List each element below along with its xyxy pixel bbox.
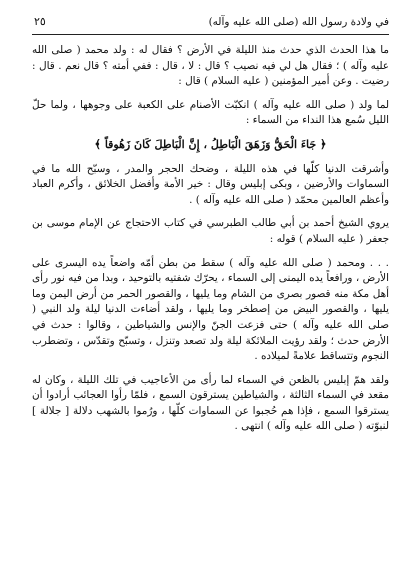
paragraph-2: لما ولد ( صلى الله عليه وآله ) انكبّت الأصنام على الكعبة على وجوهها ، ولما حلّ الليل سُمع هذا النداء من السماء : — [32, 98, 389, 127]
page-header — [32, 14, 389, 32]
paragraph-1: ما هذا الحدث الذي حدث منذ الليلة في الأرض ؟ فقال له : ولد محمد ( صلى الله عليه وآله ) ؛ فقال هل لي فيه نصيب ؟ قال : لا ، قال : ففي أمته ؟ قال نعم . قال : رضيت . وعن أمير المؤمنين ( عليه السلام ) قال : — [32, 44, 389, 88]
paragraph-3: وأشرقت الدنيا كلّها في هذه الليلة ، وضحك الحجر والمدر ، وسبّح الله ما في السماوات والأرضين ، وبكى إبليس وقال : خير الأمة وأفضل الخلائق ، وأكرم العباد وأعظم العالمين محمّد ( صلى الله عليه وآله ) . — [32, 162, 389, 206]
page-number: ٢٥ — [34, 15, 46, 28]
running-title: في ولادة رسول الله (صلى الله عليه وآله) — [208, 16, 389, 28]
quran-verse: ﴿ جَاءَ الْحَقُّ وَزَهَقَ الْبَاطِلُ ، إِنَّ الْبَاطِلَ كَانَ زَهُوقاً ﴾ — [94, 137, 327, 151]
paragraph-5: . . . ومحمد ( صلى الله عليه وآله ) سقط من بطن أمّه واضعاً يده اليسرى على الأرض ، ورافعاً يده اليمنى إلى السماء ، يحرّك شفتيه بالتوحيد ، وبدا من فيه نور رأى أهل مكة منه قصور بصرى من الشام وما يليها ، والقصور الحمر من أرض اليمن وما يليها ، والقصور البيض من إصطخر وما يليها ، ولقد أضاءت الدنيا ليلة ولد النبي ( صلى الله عليه وآله ) حتى فزعت الجنّ والإنس والشياطين ، وقالوا : حدث في الأرض حدث ؛ ولقد رؤيت الملائكة ليلة ولد تصعد وتنزل ، وتسبّح وتقدّس ، وتضطرب النجوم وتتساقط علامةً لميلاده . — [32, 256, 389, 363]
header-rule — [32, 34, 389, 35]
paragraph-4: يروي الشيخ أحمد بن أبي طالب الطبرسي في كتاب الاحتجاج عن الإمام موسى بن جعفر ( عليه السلام ) قوله : — [32, 217, 389, 245]
paragraph-6: ولقد همّ إبليس بالظعن في السماء لما رأى من الأعاجيب في تلك الليلة ، وكان له مقعد في السماء الثالثة ، والشياطين يسترقون السمع ، فلمّا رأوا العجائب أرادوا أن يسترقوا السمع ، فإذا هم حُجبوا عن السماوات كلّها ، ورُموا بالشهب دلالة [ جلالة ] لنبوّته ( صلى الله عليه وآله ) انتهى . — [32, 373, 389, 433]
page-body — [32, 43, 389, 435]
